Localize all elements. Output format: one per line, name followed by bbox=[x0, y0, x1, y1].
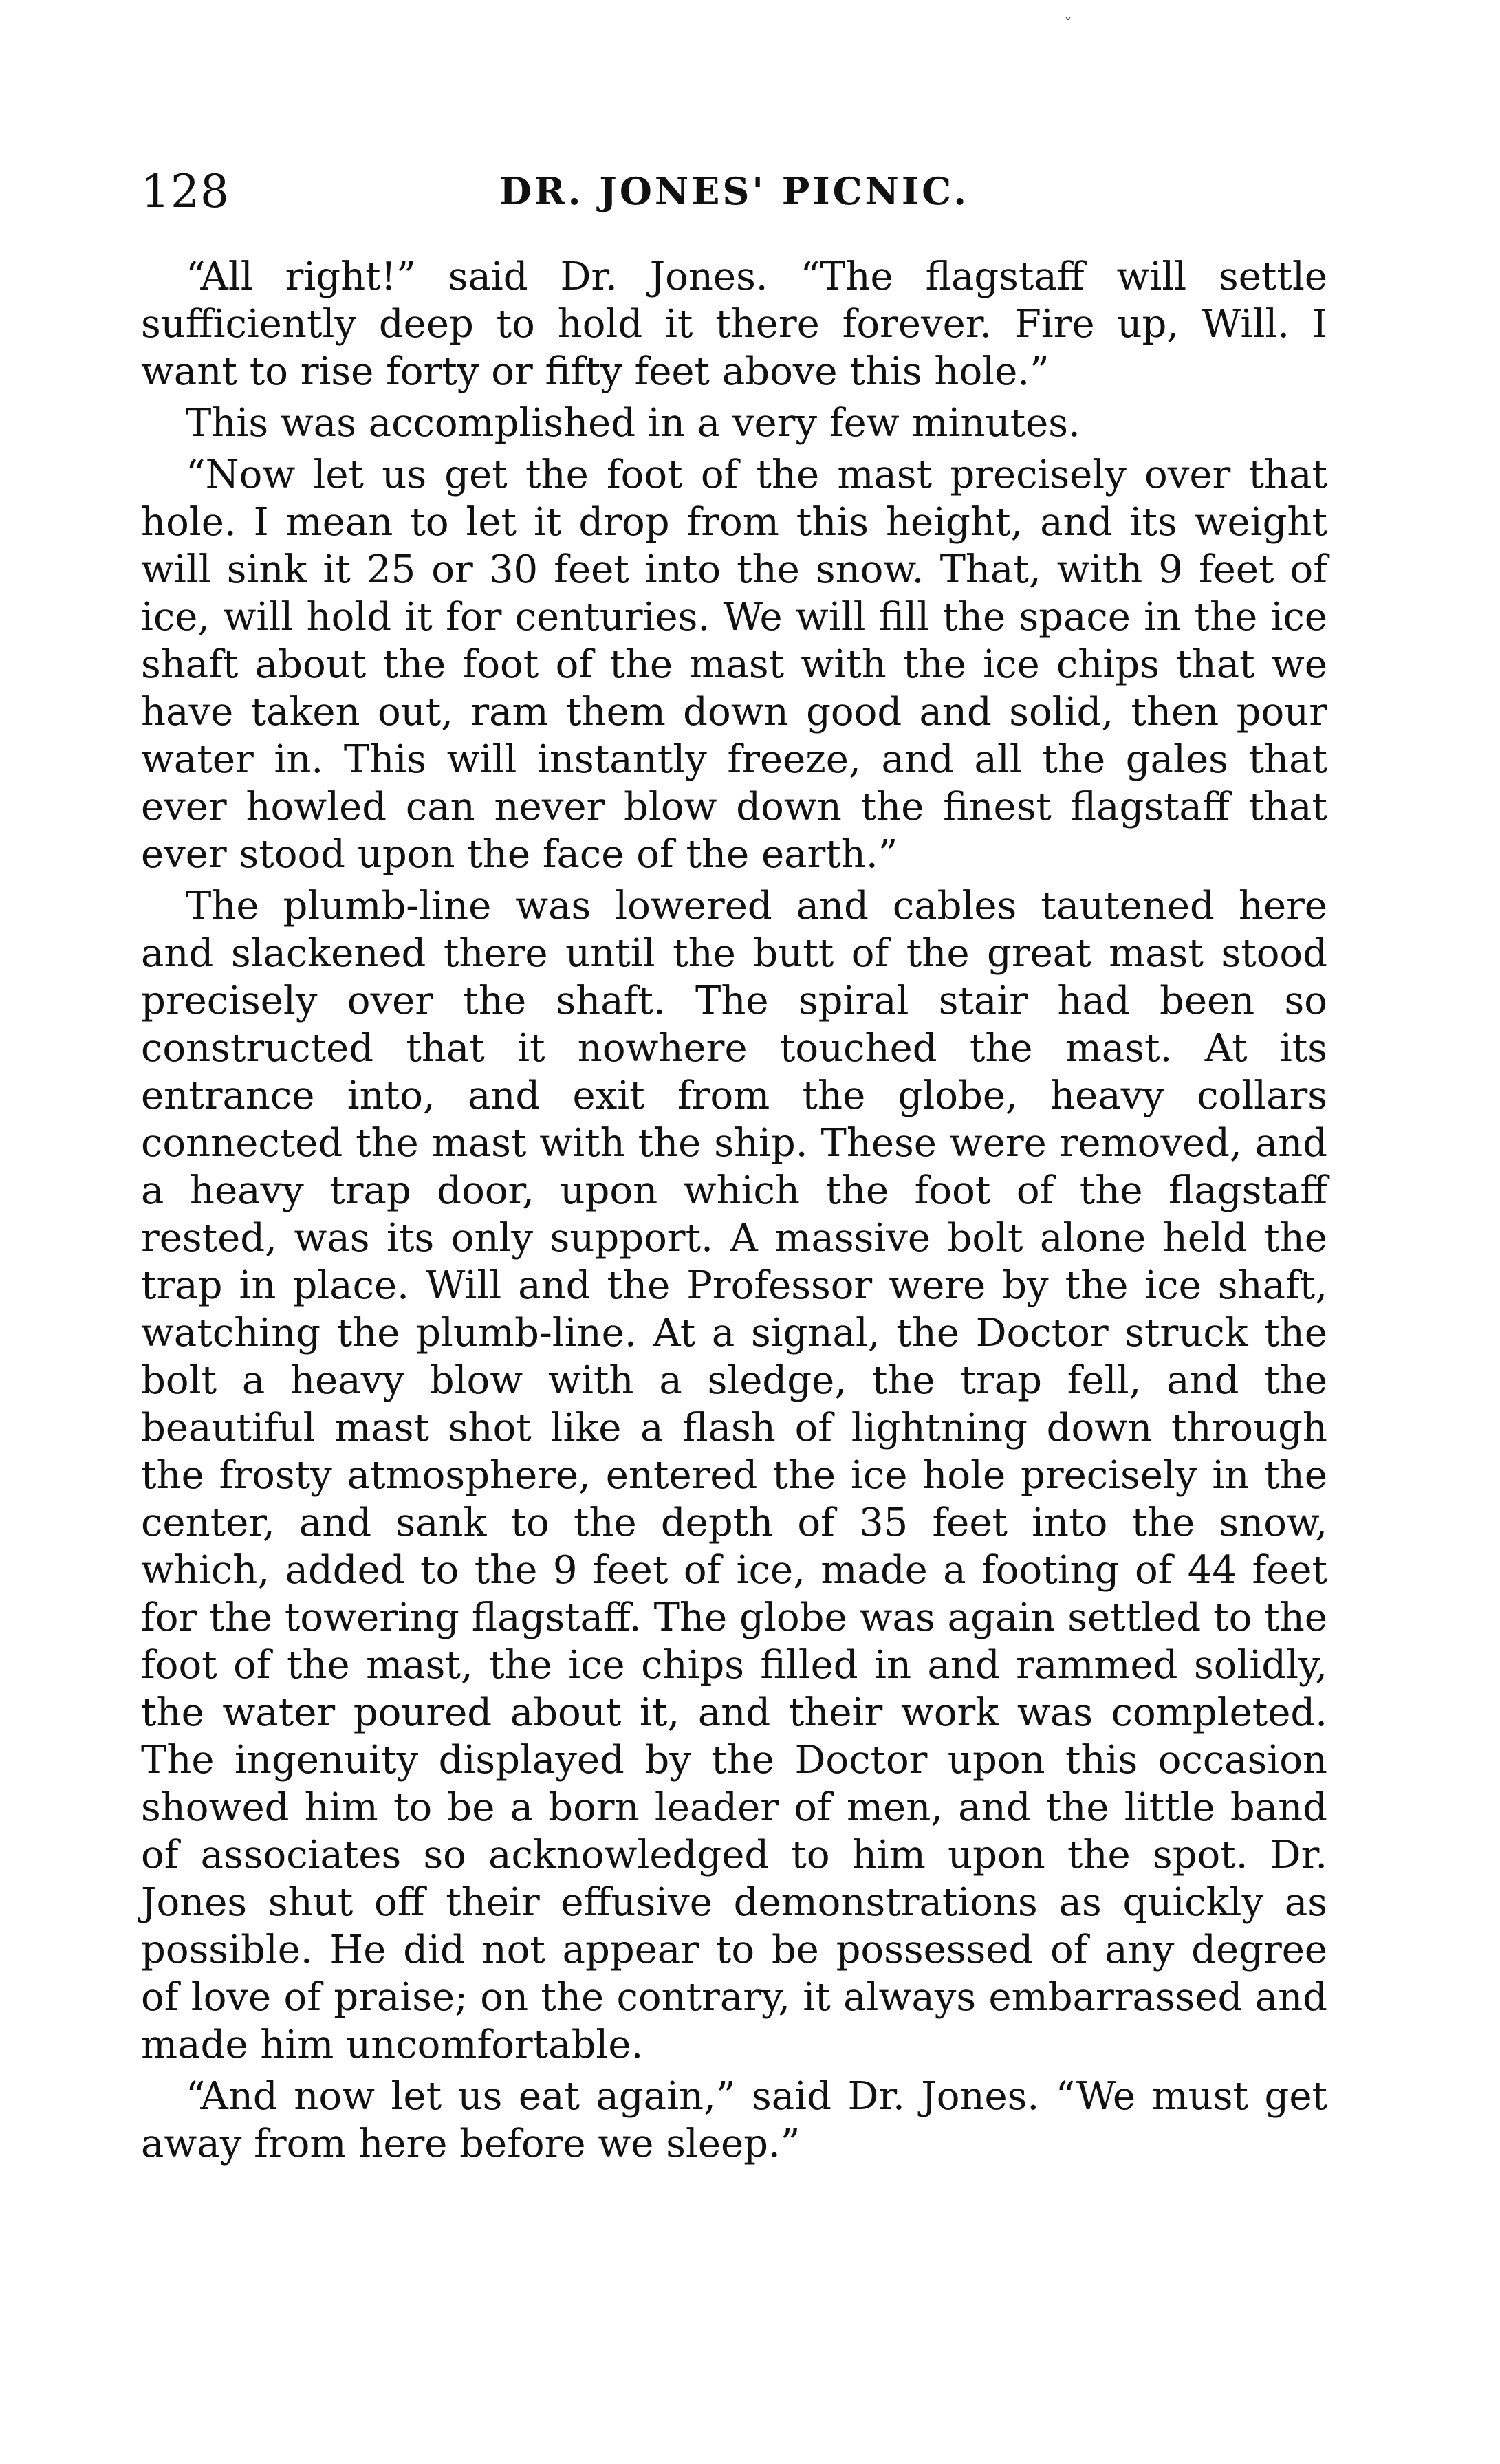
page-header bbox=[141, 165, 1327, 227]
paragraph: “And now let us eat again,” said Dr. Jones. “We must get away from here before we sleep.” bbox=[141, 2074, 1327, 2166]
page-number: 128 bbox=[141, 165, 230, 218]
paragraph: “All right!” said Dr. Jones. “The flagstaff will settle sufficiently deep to hold it there forever. Fire up, Will. I want to rise forty or fifty feet above this hole.” bbox=[141, 254, 1327, 394]
print-speck: ˇ bbox=[1064, 15, 1072, 34]
paragraph: This was accomplished in a very few minutes. bbox=[186, 401, 1080, 446]
paragraph: The plumb-line was lowered and cables tautened here and slackened there until the butt of the great mast stood precisely over the shaft. The spiral stair had been so constructed that it nowhere touched the mast. At its entrance into, and exit from the globe, heavy collars connected the mast with the ship. These were removed, and a heavy trap door, upon which the foot of the flagstaff rested, was its only support. A massive bolt alone held the trap in place. Will and the Professor were by the ice shaft, watching the plumb-line. At a signal, the Doctor struck the bolt a heavy blow with a sledge, the trap fell, and the beautiful mast shot like a flash of lightning down through the frosty atmosphere, entered the ice hole precisely in the center, and sank to the depth of 35 feet into the snow, which, added to the 9 feet of ice, made a footing of 44 feet for the towering flagstaff. The globe was again settled to the foot of the mast, the ice chips filled in and rammed solidly, the water poured about it, and their work was completed. The ingenuity displayed by the Doctor upon this occasion showed him to be a born leader of men, and the little band of associates so acknowledged to him upon the spot. Dr. Jones shut off their effusive demonstrations as quickly as possible. He did not appear to be possessed of any degree of love of praise; on the contrary, it always embarrassed and made him uncomfortable. bbox=[141, 884, 1327, 2067]
paragraph: “Now let us get the foot of the mast precisely over that hole. I mean to let it drop from this height, and its weight will sink it 25 or 30 feet into the snow. That, with 9 feet of ice, will hold it for centuries. We will fill the space in the ice shaft about the foot of the mast with the ice chips that we have taken out, ram them down good and solid, then pour water in. This will instantly freeze, and all the gales that ever howled can never blow down the finest flagstaff that ever stood upon the face of the earth.” bbox=[141, 453, 1327, 877]
running-head: DR. JONES' PICNIC. bbox=[499, 169, 970, 213]
body-text bbox=[141, 253, 1327, 2172]
